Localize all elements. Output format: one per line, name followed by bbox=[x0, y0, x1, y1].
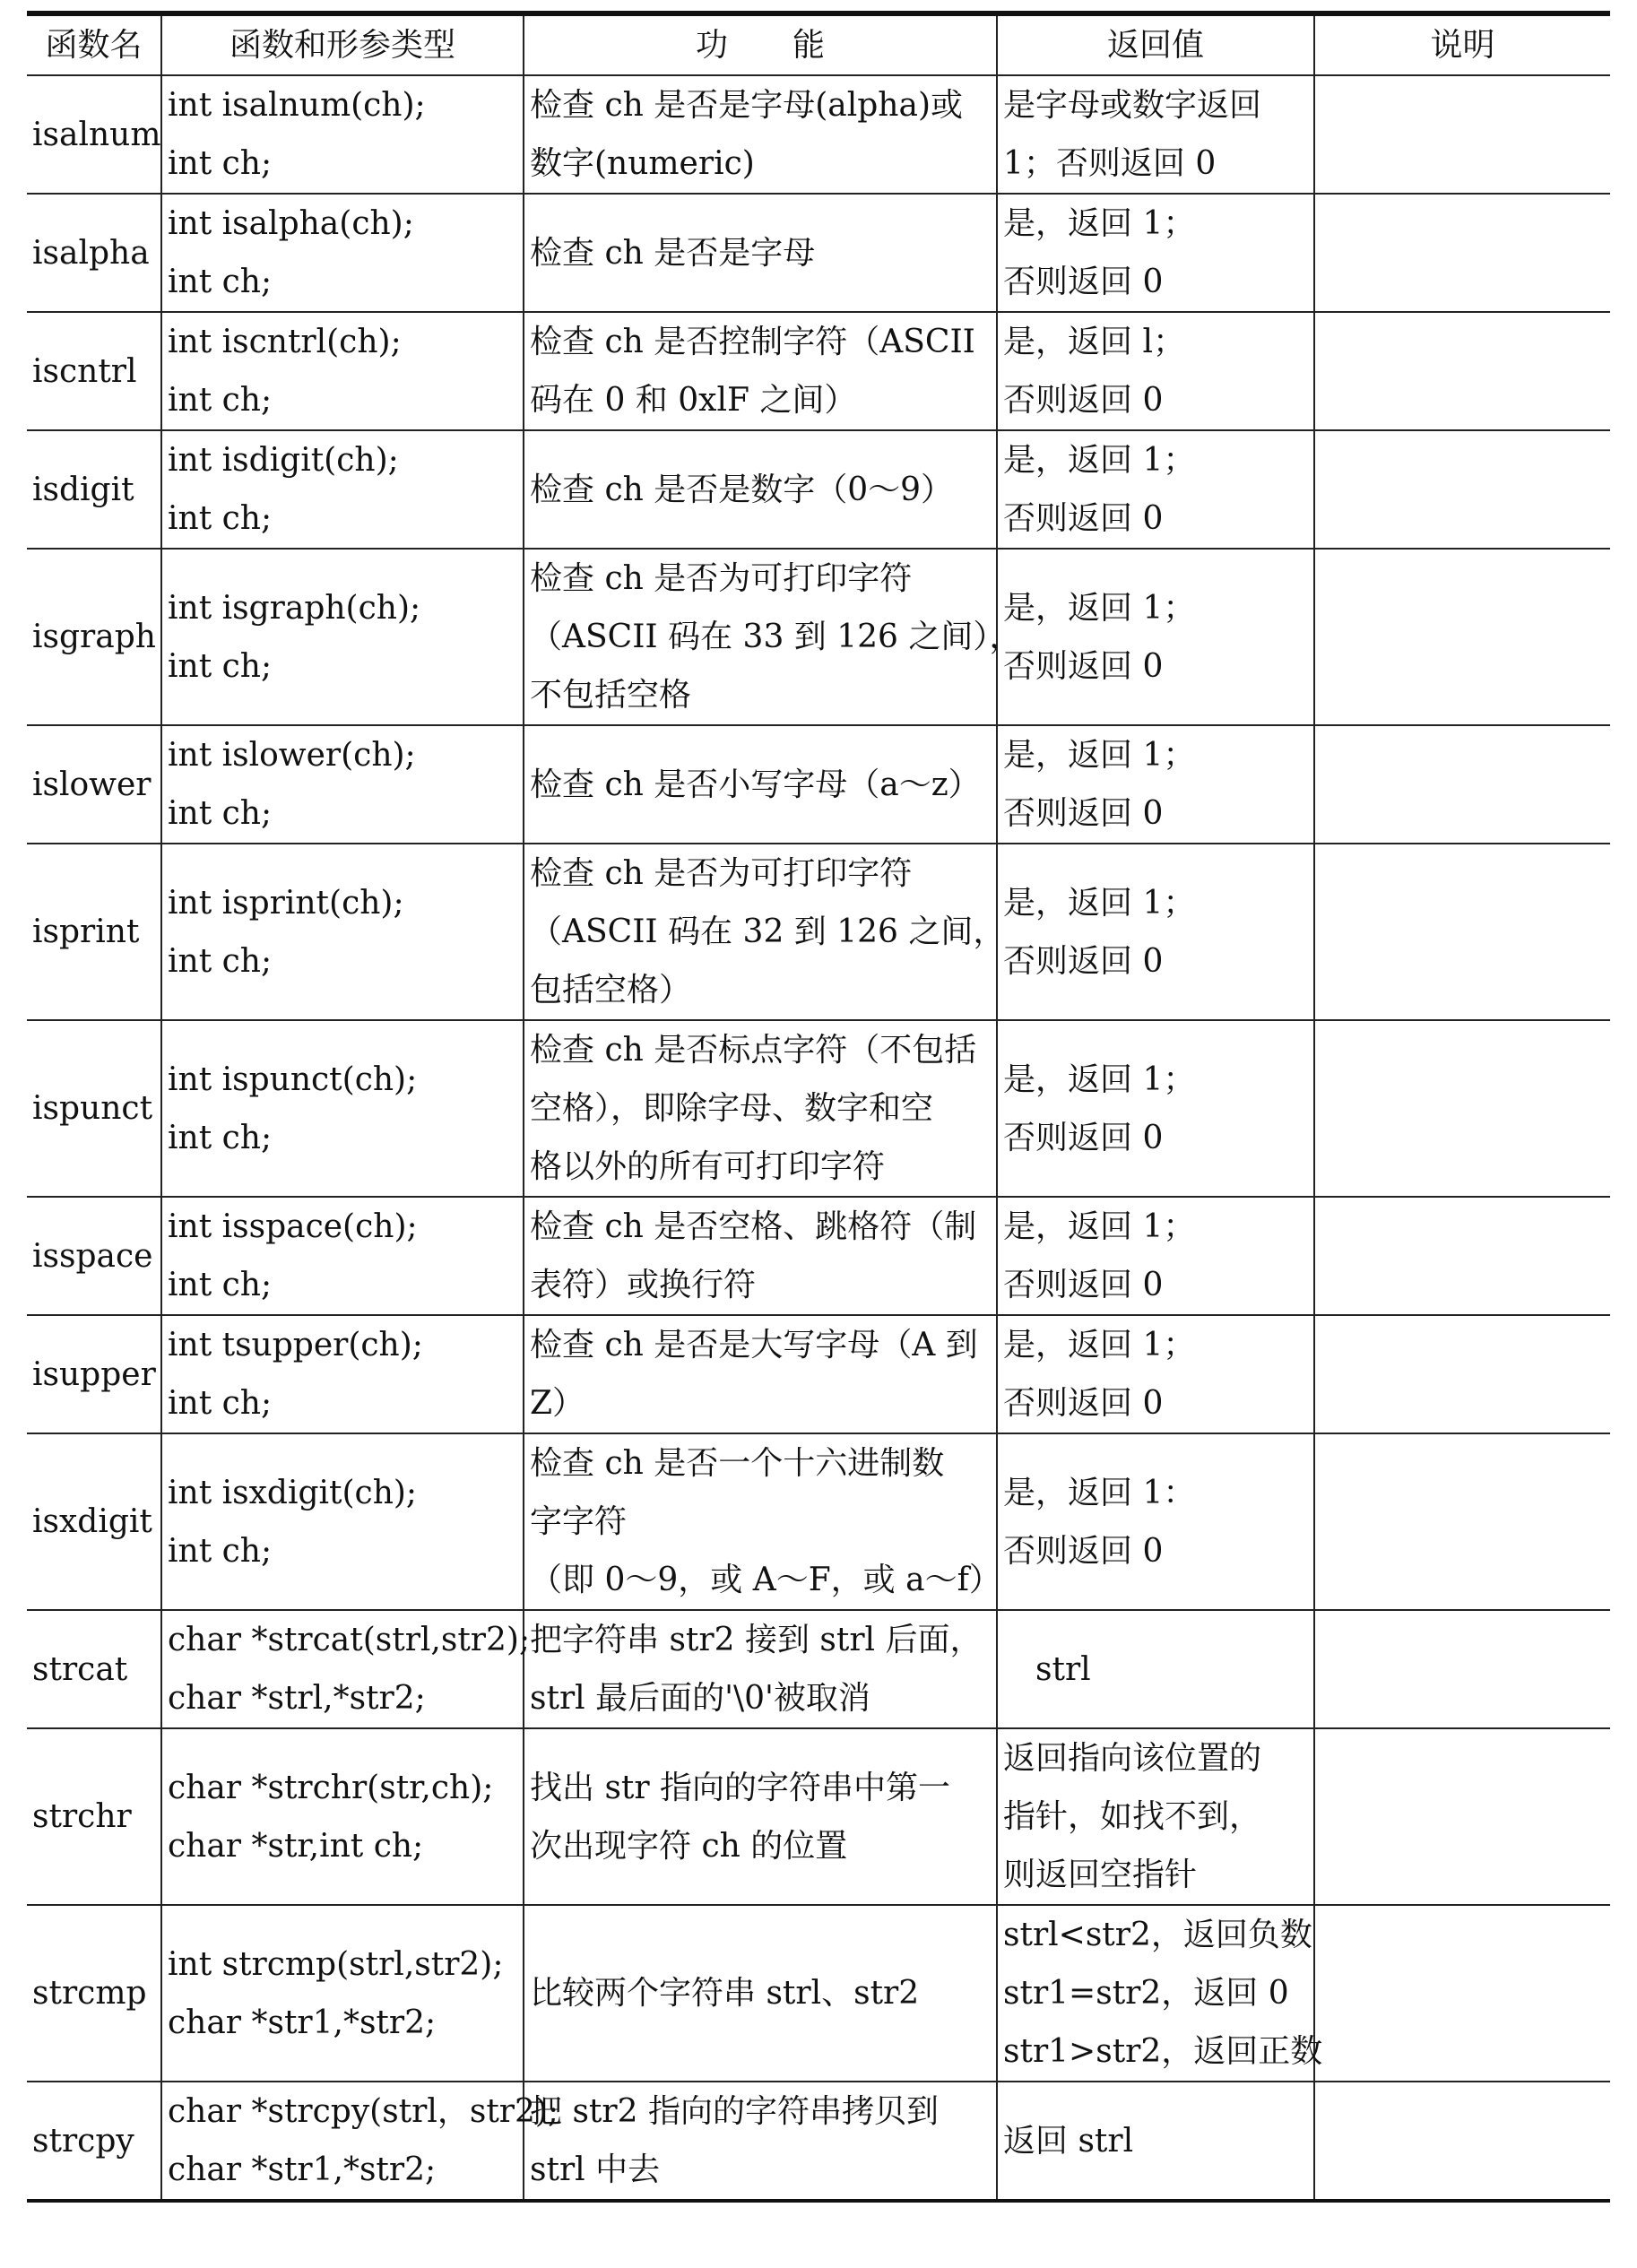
prototype-cell bbox=[161, 844, 524, 1020]
return-value-line: 否则返回 0 bbox=[1003, 264, 1164, 300]
table-row bbox=[27, 1610, 1610, 1728]
function-desc-line: 检查 ch 是否是数字（0～9） bbox=[530, 471, 954, 508]
table-row bbox=[27, 75, 1610, 194]
function-name-cell: isalpha bbox=[27, 194, 161, 312]
prototype-line: int ch; bbox=[168, 795, 273, 832]
function-desc-cell bbox=[524, 1433, 1001, 1610]
function-desc-line: 检查 ch 是否是大写字母（A 到 bbox=[530, 1327, 978, 1363]
return-value-line: 是，返回 1； bbox=[1003, 1060, 1196, 1098]
prototype-line: int ch; bbox=[168, 1119, 273, 1156]
function-desc-line: 检查 ch 是否小写字母（a～z） bbox=[530, 766, 981, 803]
note-cell bbox=[1314, 1433, 1610, 1610]
prototype-line: int isxdigit(ch); bbox=[168, 1474, 418, 1511]
prototype-cell bbox=[161, 1197, 524, 1315]
prototype-cell bbox=[161, 194, 524, 312]
prototype-line: int ch; bbox=[168, 264, 273, 300]
function-desc-cell bbox=[524, 1315, 997, 1433]
function-desc-line: （ASCII 码在 33 到 126 之间）， bbox=[530, 619, 1022, 655]
function-desc-line: 数字(numeric) bbox=[530, 145, 755, 182]
function-name-cell: ispunct bbox=[27, 1020, 161, 1197]
prototype-cell bbox=[161, 1020, 524, 1197]
function-desc-line: 找出 str 指向的字符串中第一 bbox=[530, 1769, 951, 1806]
prototype-line: int ch; bbox=[168, 1385, 273, 1422]
return-value-cell bbox=[997, 725, 1314, 844]
function-name-cell: iscntrl bbox=[27, 312, 161, 430]
return-value-line: 是，返回 1； bbox=[1003, 442, 1196, 479]
note-cell bbox=[1314, 1020, 1610, 1197]
function-desc-cell bbox=[524, 194, 997, 312]
prototype-line: int isgraph(ch); bbox=[168, 589, 421, 627]
return-value-cell bbox=[997, 2082, 1314, 2201]
function-desc-cell bbox=[524, 844, 1006, 1020]
prototype-line: int tsupper(ch); bbox=[168, 1327, 423, 1363]
return-value-cell bbox=[997, 844, 1314, 1020]
prototype-cell bbox=[161, 1905, 524, 2082]
function-name-cell: strchr bbox=[27, 1728, 161, 1905]
return-value-line: 返回 strl bbox=[1003, 2122, 1134, 2160]
return-value-line: 是，返回 1： bbox=[1003, 1474, 1196, 1511]
prototype-line: int isdigit(ch); bbox=[168, 442, 399, 479]
prototype-line: char *strl,*str2; bbox=[168, 1680, 426, 1717]
function-desc-line: 把字符串 str2 接到 strl 后面， bbox=[530, 1622, 983, 1658]
return-value-line: 否则返回 0 bbox=[1003, 942, 1164, 980]
prototype-cell bbox=[161, 430, 524, 549]
return-value-line: str1>str2，返回正数 bbox=[1003, 2033, 1323, 2070]
return-value-line: 是，返回 1； bbox=[1003, 205, 1196, 242]
prototype-cell bbox=[161, 312, 524, 430]
return-value-line: 是，返回 1； bbox=[1003, 1327, 1196, 1363]
note-cell bbox=[1314, 194, 1610, 312]
table-row bbox=[27, 312, 1610, 430]
function-name-cell: strcpy bbox=[27, 2082, 161, 2201]
prototype-cell bbox=[161, 1728, 524, 1905]
note-cell bbox=[1314, 1728, 1610, 1905]
prototype-line: int isspace(ch); bbox=[168, 1208, 418, 1245]
table-row bbox=[27, 725, 1610, 844]
header-name: 函数名 bbox=[27, 13, 161, 75]
table-row bbox=[27, 1197, 1610, 1315]
return-value-cell bbox=[997, 1197, 1314, 1315]
function-name-cell: strcmp bbox=[27, 1905, 161, 2082]
function-desc-cell bbox=[524, 725, 997, 844]
note-cell bbox=[1314, 75, 1610, 194]
note-cell bbox=[1314, 549, 1610, 725]
function-desc-line: 检查 ch 是否为可打印字符 bbox=[530, 560, 913, 597]
prototype-line: char *strcpy(strl，str2); bbox=[168, 2093, 559, 2130]
function-desc-line: 检查 ch 是否一个十六进制数 bbox=[530, 1445, 945, 1482]
prototype-cell bbox=[161, 1433, 524, 1610]
return-value-line: 则返回空指针 bbox=[1003, 1857, 1198, 1893]
function-desc-cell bbox=[524, 312, 997, 430]
prototype-line: int ch; bbox=[168, 145, 273, 182]
return-value-line: strl bbox=[1003, 1650, 1091, 1688]
return-value-line: 指针，如找不到， bbox=[1003, 1798, 1262, 1835]
function-name-cell: strcat bbox=[27, 1610, 161, 1728]
table-row bbox=[27, 1728, 1610, 1905]
note-cell bbox=[1314, 1197, 1610, 1315]
prototype-line: int islower(ch); bbox=[168, 737, 416, 774]
function-table bbox=[27, 11, 1610, 2203]
table-row bbox=[27, 430, 1610, 549]
function-desc-line: 表符）或换行符 bbox=[530, 1267, 757, 1303]
header-note: 说明 bbox=[1314, 13, 1610, 75]
table-row bbox=[27, 1020, 1610, 1197]
function-desc-line: 次出现字符 ch 的位置 bbox=[530, 1827, 848, 1865]
function-name-cell: isprint bbox=[27, 844, 161, 1020]
function-desc-line: 把 str2 指向的字符串拷贝到 bbox=[530, 2093, 939, 2130]
function-name-cell: isgraph bbox=[27, 549, 161, 725]
prototype-line: int ch; bbox=[168, 500, 273, 537]
function-name-cell: isspace bbox=[27, 1197, 161, 1315]
header-func: 功 能 bbox=[524, 13, 997, 75]
function-desc-cell bbox=[524, 1728, 997, 1905]
return-value-line: 否则返回 0 bbox=[1003, 647, 1164, 685]
note-cell bbox=[1314, 1610, 1610, 1728]
prototype-line: int isprint(ch); bbox=[168, 884, 404, 922]
function-desc-line: 不包括空格 bbox=[530, 677, 692, 714]
return-value-cell bbox=[997, 1315, 1314, 1433]
prototype-cell bbox=[161, 2082, 559, 2201]
function-desc-line: 检查 ch 是否空格、跳格符（制 bbox=[530, 1208, 977, 1245]
return-value-line: 否则返回 0 bbox=[1003, 1119, 1164, 1156]
table-row bbox=[27, 2082, 1610, 2201]
note-cell bbox=[1314, 312, 1610, 430]
prototype-line: int iscntrl(ch); bbox=[168, 324, 402, 360]
function-desc-cell bbox=[524, 1197, 997, 1315]
function-name-cell: isdigit bbox=[27, 430, 161, 549]
table-row bbox=[27, 549, 1610, 725]
return-value-line: 否则返回 0 bbox=[1003, 1267, 1164, 1303]
function-desc-cell bbox=[524, 1905, 997, 2082]
return-value-cell bbox=[997, 430, 1314, 549]
note-cell bbox=[1314, 1315, 1610, 1433]
prototype-line: char *str,int ch; bbox=[168, 1827, 424, 1865]
function-name-cell: isxdigit bbox=[27, 1433, 161, 1610]
return-value-cell bbox=[997, 1433, 1314, 1610]
function-desc-line: （即 0～9，或 A～F，或 a～f） bbox=[530, 1562, 1001, 1598]
function-desc-cell bbox=[524, 549, 1022, 725]
return-value-line: 否则返回 0 bbox=[1003, 1385, 1164, 1422]
prototype-line: int ch; bbox=[168, 382, 273, 419]
function-desc-line: 格以外的所有可打印字符 bbox=[530, 1148, 886, 1185]
table-body bbox=[27, 75, 1610, 2201]
function-desc-cell bbox=[524, 75, 997, 194]
return-value-cell bbox=[997, 1020, 1314, 1197]
prototype-cell bbox=[161, 1315, 524, 1433]
function-desc-cell bbox=[524, 430, 997, 549]
table-row bbox=[27, 1315, 1610, 1433]
function-desc-line: strl 最后面的'\0'被取消 bbox=[530, 1680, 870, 1717]
return-value-line: 是，返回 1； bbox=[1003, 737, 1196, 774]
prototype-cell bbox=[161, 1610, 531, 1728]
function-desc-line: 检查 ch 是否是字母 bbox=[530, 234, 816, 272]
prototype-line: int ch; bbox=[168, 1532, 273, 1570]
prototype-line: char *strchr(str,ch); bbox=[168, 1769, 494, 1806]
prototype-line: int isalpha(ch); bbox=[168, 205, 414, 242]
function-name-cell: isalnum bbox=[27, 75, 161, 194]
note-cell bbox=[1314, 1905, 1610, 2082]
return-value-line: str1=str2，返回 0 bbox=[1003, 1975, 1289, 2012]
note-cell bbox=[1314, 430, 1610, 549]
header-ret: 返回值 bbox=[997, 13, 1314, 75]
header-row bbox=[27, 13, 1610, 75]
prototype-line: int ch; bbox=[168, 647, 273, 685]
function-desc-line: strl 中去 bbox=[530, 2151, 661, 2188]
return-value-cell bbox=[997, 194, 1314, 312]
table-row bbox=[27, 1905, 1610, 2082]
function-desc-line: 空格），即除字母、数字和空 bbox=[530, 1090, 934, 1127]
prototype-cell bbox=[161, 75, 524, 194]
return-value-line: 是，返回 1； bbox=[1003, 884, 1196, 922]
function-desc-line: 码在 0 和 0xlF 之间） bbox=[530, 382, 857, 419]
return-value-line: 是，返回 1； bbox=[1003, 1208, 1196, 1245]
table-row bbox=[27, 194, 1610, 312]
function-desc-cell bbox=[524, 1020, 997, 1197]
return-value-line: 否则返回 0 bbox=[1003, 795, 1164, 832]
function-name-cell: islower bbox=[27, 725, 161, 844]
function-desc-line: 比较两个字符串 strl、str2 bbox=[530, 1975, 920, 2012]
prototype-line: int strcmp(strl,str2); bbox=[168, 1945, 504, 1983]
prototype-line: int ispunct(ch); bbox=[168, 1060, 418, 1098]
return-value-line: 否则返回 0 bbox=[1003, 1532, 1164, 1570]
note-cell bbox=[1314, 2082, 1610, 2201]
return-value-cell bbox=[997, 549, 1314, 725]
table-row bbox=[27, 1433, 1610, 1610]
function-desc-cell bbox=[524, 1610, 997, 1728]
prototype-cell bbox=[161, 549, 524, 725]
return-value-line: 是字母或数字返回 bbox=[1003, 87, 1262, 124]
return-value-line: strl<str2，返回负数 bbox=[1003, 1917, 1312, 1953]
function-desc-line: 字字符 bbox=[530, 1503, 628, 1540]
return-value-line: 返回指向该位置的 bbox=[1003, 1740, 1262, 1777]
return-value-line: 否则返回 0 bbox=[1003, 382, 1164, 419]
function-desc-line: 检查 ch 是否为可打印字符 bbox=[530, 855, 913, 892]
function-desc-line: 检查 ch 是否是字母(alpha)或 bbox=[530, 87, 963, 124]
prototype-line: char *str1,*str2; bbox=[168, 2151, 437, 2188]
prototype-line: char *strcat(strl,str2); bbox=[168, 1622, 531, 1658]
prototype-line: int ch; bbox=[168, 942, 273, 980]
return-value-cell bbox=[997, 1610, 1314, 1728]
return-value-cell bbox=[997, 1728, 1314, 1905]
function-desc-line: 检查 ch 是否控制字符（ASCII bbox=[530, 324, 975, 360]
return-value-line: 是，返回 l； bbox=[1003, 324, 1185, 360]
return-value-cell bbox=[997, 312, 1314, 430]
note-cell bbox=[1314, 844, 1610, 1020]
table-header bbox=[27, 13, 1610, 75]
return-value-line: 否则返回 0 bbox=[1003, 500, 1164, 537]
table-row bbox=[27, 844, 1610, 1020]
function-desc-line: （ASCII 码在 32 到 126 之间， bbox=[530, 913, 1006, 950]
prototype-line: int ch; bbox=[168, 1267, 273, 1303]
function-name-cell: isupper bbox=[27, 1315, 161, 1433]
return-value-line: 是，返回 1； bbox=[1003, 589, 1196, 627]
prototype-line: int isalnum(ch); bbox=[168, 87, 426, 124]
return-value-cell bbox=[997, 75, 1314, 194]
return-value-cell bbox=[997, 1905, 1323, 2082]
return-value-line: 1；否则返回 0 bbox=[1003, 145, 1217, 182]
header-proto: 函数和形参类型 bbox=[161, 13, 524, 75]
prototype-cell bbox=[161, 725, 524, 844]
function-desc-line: 包括空格） bbox=[530, 972, 692, 1008]
function-desc-line: Z） bbox=[530, 1385, 585, 1422]
function-desc-cell bbox=[524, 2082, 997, 2201]
prototype-line: char *str1,*str2; bbox=[168, 2004, 437, 2041]
function-desc-line: 检查 ch 是否标点字符（不包括 bbox=[530, 1032, 977, 1069]
note-cell bbox=[1314, 725, 1610, 844]
